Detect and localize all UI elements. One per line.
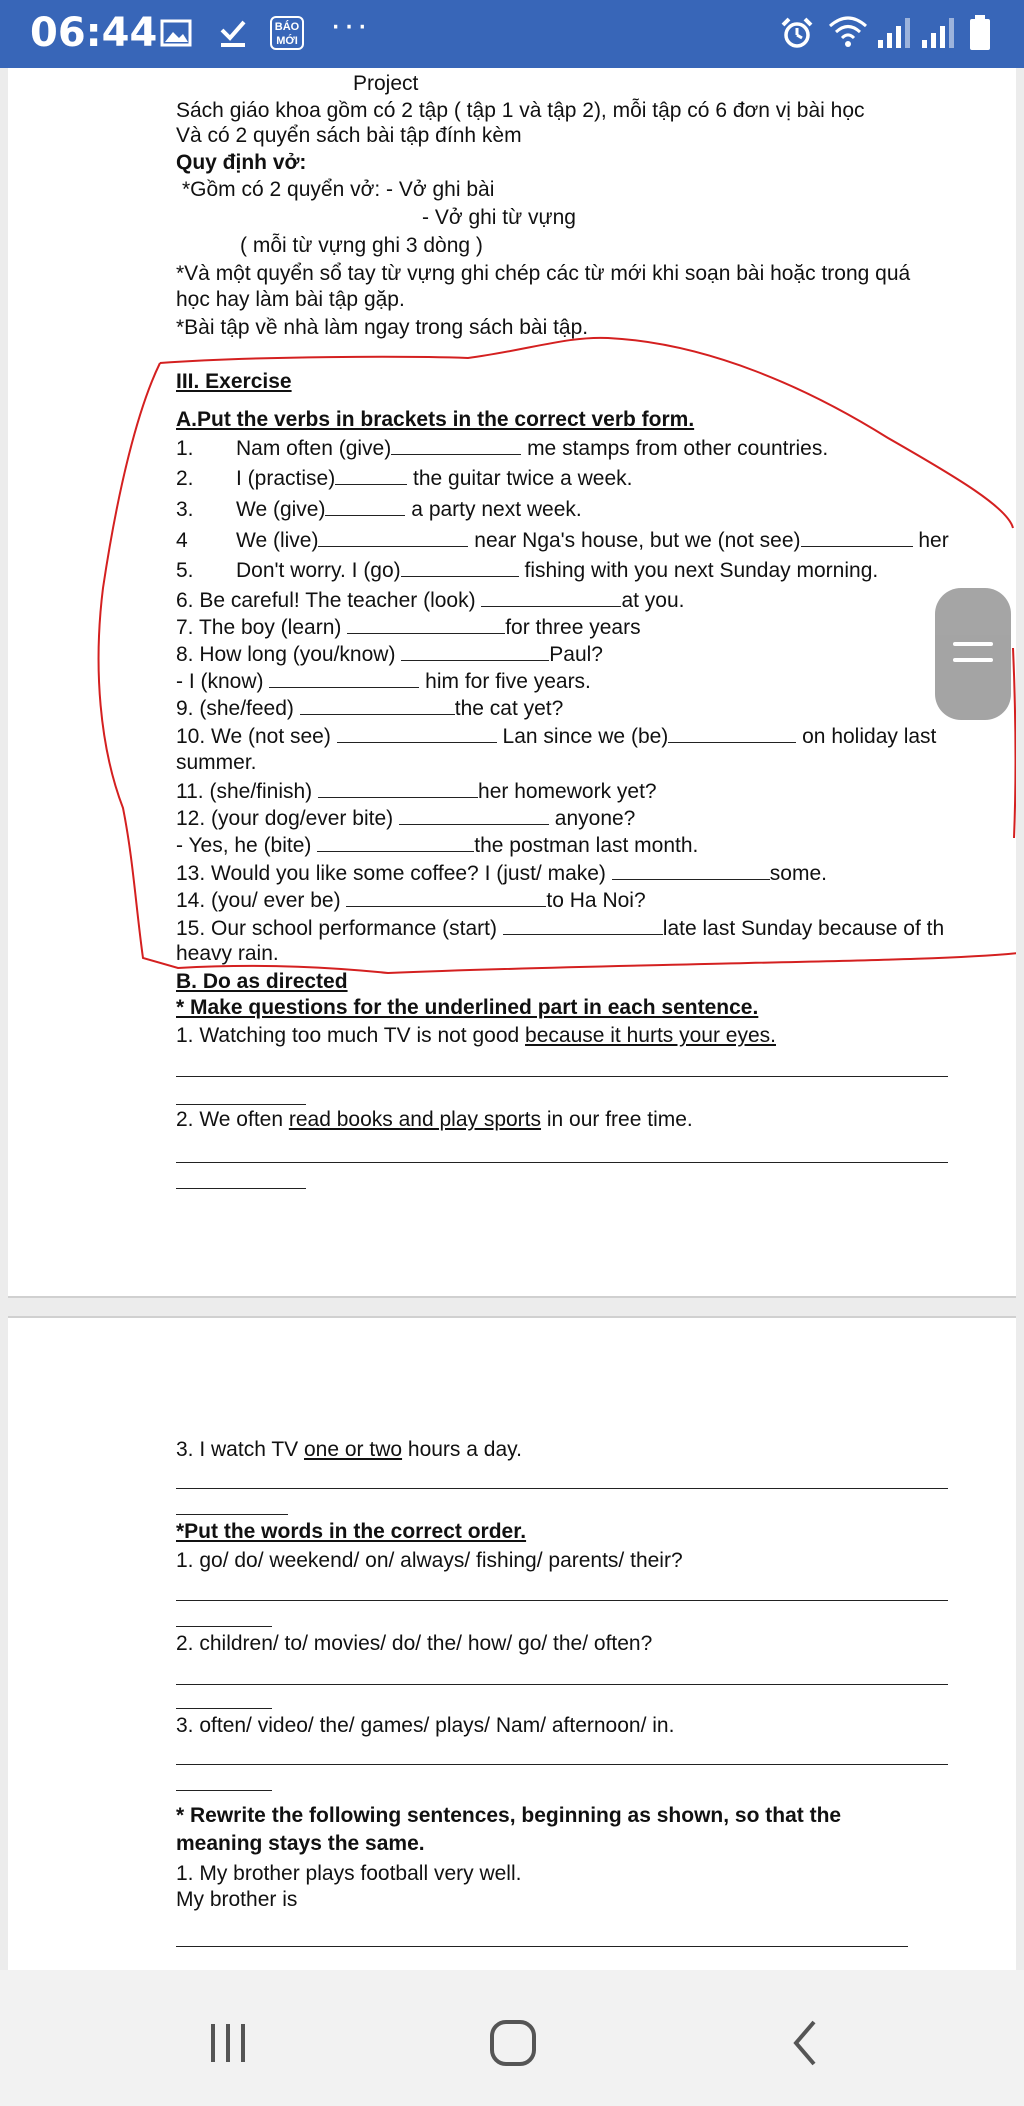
question-3 xyxy=(176,1438,522,1462)
document-page-1 xyxy=(8,68,1016,1298)
status-time: 06:44 xyxy=(30,10,158,56)
wifi-icon xyxy=(828,14,868,50)
back-icon[interactable] xyxy=(786,2018,826,2068)
home-icon[interactable] xyxy=(488,2018,538,2068)
item-text: 7. The boy (learn) xyxy=(176,616,348,639)
section-b-instruction: * Make questions for the underlined part in each sentence. xyxy=(176,996,759,1019)
underlined-part: read books and play sports xyxy=(288,1108,542,1131)
alarm-icon xyxy=(780,16,814,50)
item-text: 14. (you/ ever be) xyxy=(176,889,347,912)
download-done-icon xyxy=(218,18,248,50)
item-text: Nam often (give) xyxy=(236,437,392,460)
answer-line[interactable] xyxy=(176,1946,908,1947)
item-text: the cat yet? xyxy=(454,697,564,720)
item-number: 4 xyxy=(176,529,188,552)
item-text: 8. How long (you/know) xyxy=(176,643,402,666)
answer-line-short[interactable] xyxy=(176,1514,288,1515)
answer-line[interactable] xyxy=(176,1600,948,1601)
intro-line-1: Sách giáo khoa gồm có 2 tập ( tập 1 và tập 2), mỗi tập có 6 đơn vị bài học xyxy=(176,99,865,122)
order-title: *Put the words in the correct order. xyxy=(176,1520,527,1543)
red-annotation-loop xyxy=(8,68,1016,1296)
item-text: her homework yet? xyxy=(478,780,657,803)
item-text: to Ha Noi? xyxy=(546,889,646,912)
bao-moi-icon xyxy=(270,16,304,50)
item-number: 3. xyxy=(176,498,194,521)
answer-line[interactable] xyxy=(176,1684,948,1685)
answer-line-short[interactable] xyxy=(176,1626,272,1627)
item-text: Paul? xyxy=(549,643,603,666)
fast-scroll-handle[interactable] xyxy=(935,588,1011,720)
item-text: near Nga's house, but we (not see) xyxy=(468,529,801,552)
order-item-2: 2. children/ to/ movies/ do/ the/ how/ go/ the/ often? xyxy=(176,1632,653,1655)
item-text: 15. Our school performance (start) xyxy=(176,917,503,940)
item-text: Lan since we (be) xyxy=(496,725,669,748)
rewrite-item-1-start: My brother is xyxy=(176,1888,298,1911)
item-text: 6. Be careful! The teacher (look) xyxy=(176,589,482,612)
answer-line-short[interactable] xyxy=(176,1790,272,1791)
item-number: 1. xyxy=(176,437,194,460)
rule-4b: học hay làm bài tập gặp. xyxy=(176,288,405,311)
section-b-title: B. Do as directed xyxy=(176,970,348,993)
bao-moi-text-1: BÁO xyxy=(274,21,300,33)
order-item-1: 1. go/ do/ weekend/ on/ always/ fishing/ parents/ their? xyxy=(176,1549,683,1572)
question-text: 1. Watching too much TV is not good xyxy=(176,1024,526,1047)
rewrite-title-2: meaning stays the same. xyxy=(176,1832,425,1855)
answer-line[interactable] xyxy=(176,1764,948,1765)
underlined-part: one or two xyxy=(304,1438,403,1461)
question-text: in our free time. xyxy=(541,1108,693,1131)
item-text: 12. (your dog/ever bite) xyxy=(176,807,399,830)
rewrite-item-1: 1. My brother plays football very well. xyxy=(176,1862,522,1885)
item-text: fishing with you next Sunday morning. xyxy=(518,559,879,582)
signal-2-icon xyxy=(918,16,958,50)
recent-apps-icon[interactable] xyxy=(205,2020,251,2066)
section-a-title: A.Put the verbs in brackets in the correct verb form. xyxy=(176,408,695,431)
item-text: the postman last month. xyxy=(474,834,699,857)
rules-title: Quy định vở: xyxy=(176,151,307,174)
document-page-2 xyxy=(8,1316,1016,1972)
project-label: Project xyxy=(353,72,419,95)
bao-moi-text-2: MỚI xyxy=(276,35,298,47)
rewrite-title-1: * Rewrite the following sentences, beginning as shown, so that the xyxy=(176,1804,842,1827)
item-text: for three years xyxy=(505,616,641,639)
exercise-title: III. Exercise xyxy=(176,370,292,393)
order-item-3: 3. often/ video/ the/ games/ plays/ Nam/ afternoon/ in. xyxy=(176,1714,675,1737)
item-text: at you. xyxy=(621,589,685,612)
item-number: 5. xyxy=(176,559,194,582)
rule-4a: *Và một quyển sổ tay từ vựng ghi chép các từ mới khi soạn bài hoặc trong quá xyxy=(176,262,911,285)
status-bar xyxy=(0,0,1024,68)
item-text: 11. (she/finish) xyxy=(176,780,319,803)
question-text: hours a day. xyxy=(402,1438,522,1461)
item-text: the guitar twice a week. xyxy=(407,467,633,490)
gallery-icon xyxy=(160,18,192,48)
exercise-item-15-cont: heavy rain. xyxy=(176,942,279,965)
item-text: her xyxy=(912,529,949,552)
question-text: 3. I watch TV xyxy=(176,1438,304,1461)
scroll-grip-line xyxy=(953,658,993,662)
item-text: anyone? xyxy=(548,807,636,830)
item-text: 9. (she/feed) xyxy=(176,697,300,720)
item-number: 2. xyxy=(176,467,194,490)
rule-3: ( mỗi từ vựng ghi 3 dòng ) xyxy=(240,234,483,257)
item-text: We (live) xyxy=(236,529,319,552)
item-text: Don't worry. I (go) xyxy=(236,559,401,582)
underlined-part: because it hurts your eyes. xyxy=(525,1024,776,1047)
item-text: 13. Would you like some coffee? I (just/ make) xyxy=(176,862,612,885)
item-text: on holiday last xyxy=(796,725,937,748)
scroll-grip-line xyxy=(953,642,993,646)
item-text: 10. We (not see) xyxy=(176,725,337,748)
item-text: I (practise) xyxy=(236,467,336,490)
item-text: We (give) xyxy=(236,498,326,521)
navigation-bar xyxy=(0,1970,1024,2106)
question-text: 2. We often xyxy=(176,1108,289,1131)
intro-line-2: Và có 2 quyển sách bài tập đính kèm xyxy=(176,124,522,147)
item-text: late last Sunday because of th xyxy=(662,917,945,940)
rule-5: *Bài tập về nhà làm ngay trong sách bài tập. xyxy=(176,316,589,339)
answer-line-short[interactable] xyxy=(176,1708,272,1709)
rule-2: - Vở ghi từ vựng xyxy=(422,206,576,229)
item-text: - I (know) xyxy=(176,670,270,693)
item-text: him for five years. xyxy=(419,670,591,693)
exercise-item-10-cont: summer. xyxy=(176,751,257,774)
rule-1: *Gồm có 2 quyển vở: - Vở ghi bài xyxy=(182,178,495,201)
item-text: some. xyxy=(769,862,827,885)
battery-icon xyxy=(968,14,992,52)
more-notifications-icon: ··· xyxy=(330,6,370,44)
item-text: me stamps from other countries. xyxy=(521,437,829,460)
item-text: a party next week. xyxy=(405,498,582,521)
signal-1-icon xyxy=(874,16,914,50)
answer-line[interactable] xyxy=(176,1488,948,1489)
item-text: - Yes, he (bite) xyxy=(176,834,318,857)
